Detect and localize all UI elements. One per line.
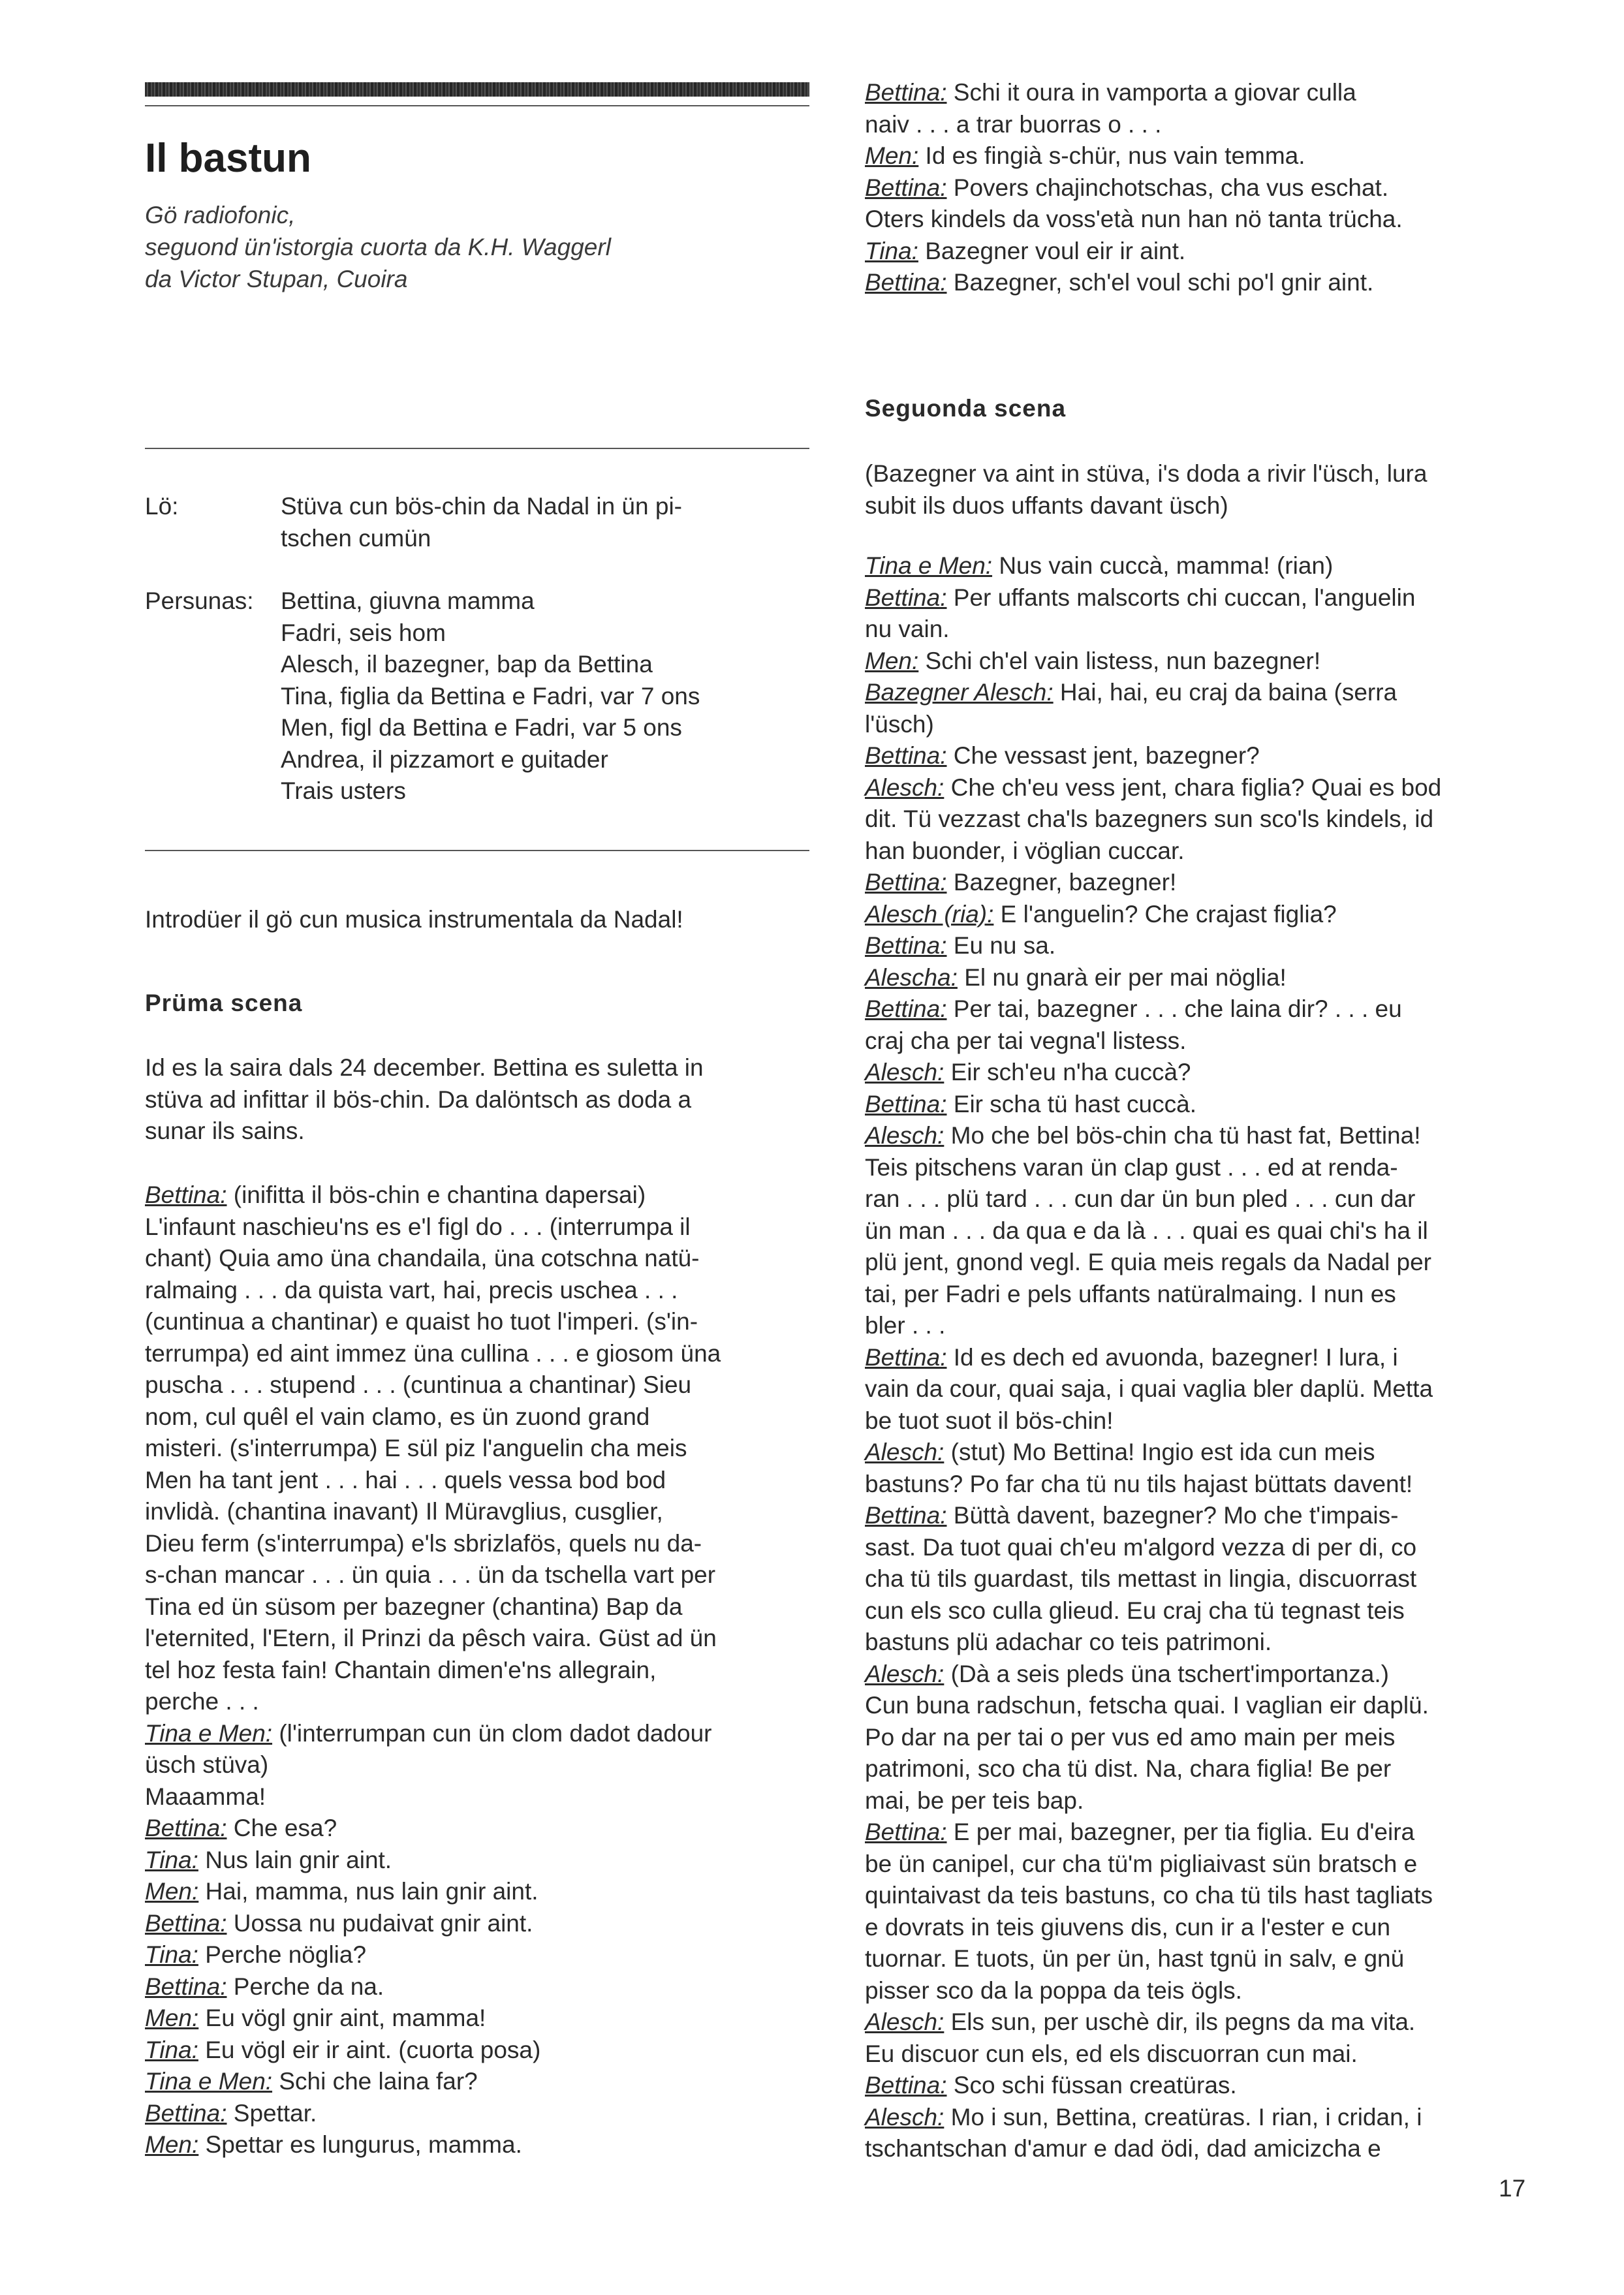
dialogue-text: terrumpa) ed aint immez üna cullina . . . e giosom üna [145, 1339, 721, 1367]
speaker-name: Tina: [145, 2036, 198, 2063]
dialogue-line [145, 1686, 809, 1718]
dialogue-text: craj cha per tai vegna'l listess. [865, 1027, 1187, 1054]
dialogue-line [145, 1338, 809, 1370]
dialogue-line [145, 1623, 809, 1655]
dialogue-line [865, 1563, 1529, 1595]
speaker-name: Tina: [865, 237, 918, 264]
dialogue-line [865, 1279, 1529, 1311]
dialogue-text: ün man . . . da qua e da là . . . quai es quai chi's ha il [865, 1217, 1428, 1244]
dialogue-line [865, 2133, 1529, 2165]
dialogue-text: Che ch'eu vess jent, chara figlia? Quai es bod [944, 773, 1442, 801]
speaker-name: Bettina: [145, 1909, 227, 1937]
dialogue-line [865, 1120, 1529, 1152]
dialogue-line [865, 1057, 1529, 1089]
speaker-name: Bazegner Alesch: [865, 679, 1054, 706]
dialogue-line [145, 1813, 809, 1845]
dialogue-text: Els sun, per uschè dir, ils pegns da ma vita. [944, 2008, 1416, 2035]
dialogue-text: vain da cour, quai saja, i quai vaglia bler daplü. Metta [865, 1375, 1433, 1402]
dialogue-line [865, 772, 1529, 804]
dialogue-text: e dovrats in teis giuvens dis, cun ir a l'ester e cun [865, 1913, 1391, 1941]
dialogue-text: patrimoni, sco cha tü dist. Na, chara figlia! Be per [865, 1755, 1392, 1782]
person-item: Andrea, il pizzamort e guitader [281, 745, 608, 773]
persons-label: Persunas: [145, 587, 254, 614]
subtitle-line: da Victor Stupan, Cuoira [145, 266, 408, 292]
scene1-description [145, 1052, 809, 1148]
scene2-description [865, 458, 1529, 522]
page-title: Il bastun [145, 136, 311, 181]
place-value [281, 491, 809, 554]
speaker-name: Men: [865, 647, 919, 674]
speaker-name: Bettina: [865, 869, 947, 896]
dialogue-text: Schi it oura in vamporta a giovar culla [946, 79, 1356, 106]
dialogue-line [865, 740, 1529, 772]
dialogue-text: Bazegner, bazegner! [946, 869, 1177, 896]
title-rule [145, 105, 809, 106]
dialogue-line [145, 1465, 809, 1497]
cast-bottom-rule [145, 850, 809, 851]
speaker-name: Tina e Men: [145, 2068, 273, 2095]
dialogue-line [865, 1500, 1529, 1532]
speaker-name: Bettina: [145, 1181, 227, 1208]
dialogue-line [145, 1401, 809, 1433]
dialogue-line [145, 1369, 809, 1401]
dialogue-text: tel hoz festa fain! Chantain dimen'e'ns allegrain, [145, 1656, 657, 1683]
dialogue-line [865, 550, 1529, 582]
dialogue-text: Tina ed ün süsom per bazegner (chantina) Bap da [145, 1593, 683, 1620]
speaker-name: Bettina: [865, 995, 947, 1022]
dialogue-text: Perche nöglia? [198, 1941, 367, 1968]
speaker-name: Alesch: [865, 773, 945, 801]
dialogue-line [145, 1275, 809, 1307]
dialogue-text: bastuns? Po far cha tü nu tils hajast büttats davent! [865, 1470, 1413, 1497]
dialogue-text: E per mai, bazegner, per tia figlia. Eu d'eira [946, 1819, 1415, 1845]
dialogue-line [865, 677, 1529, 709]
dialogue-text: s-chan mancar . . . ün quia . . . ün da tschella vart per [145, 1561, 716, 1588]
speaker-name: Tina: [145, 1846, 198, 1873]
dialogue-line [865, 1089, 1529, 1121]
dialogue-line [865, 204, 1529, 236]
speaker-name: Bettina: [145, 1973, 227, 2000]
dialogue-line [145, 2035, 809, 2067]
dialogue-line [865, 1373, 1529, 1405]
scene1-heading: Prüma scena [145, 990, 303, 1016]
dialogue-text: cha tü tils guardast, tils mettast in lingia, discuorrast [865, 1565, 1417, 1592]
dialogue-line [865, 1025, 1529, 1057]
dialogue-text: chant) Quia amo üna chandaila, üna cotschna natü- [145, 1245, 700, 1272]
dialogue-line [145, 1845, 809, 1877]
speaker-name: Bettina: [865, 742, 947, 769]
dialogue-line [865, 172, 1529, 204]
dialogue-line [865, 267, 1529, 299]
dialogue-text: (cuntinua a chantinar) e quaist ho tuot l'imperi. (s'in- [145, 1308, 698, 1335]
dialogue-text: Povers chajinchotschas, cha vus eschat. [946, 174, 1389, 201]
dialogue-line [145, 1433, 809, 1465]
dialogue-text: Dieu ferm (s'interrumpa) e'ls sbrizlafös, quels nu da- [145, 1529, 702, 1557]
dialogue-line [865, 930, 1529, 962]
dialogue-text: be ün canipel, cur cha tü'm pigliaivast sün bratsch e [865, 1850, 1418, 1877]
dialogue-line [145, 2129, 809, 2161]
dialogue-line [865, 1785, 1529, 1817]
description-line: Id es la saira dals 24 december. Bettina es suletta in [145, 1054, 704, 1081]
dialogue-line [145, 1528, 809, 1560]
dialogue-line [865, 646, 1529, 678]
dialogue-line [865, 1880, 1529, 1912]
right-top-dialogue [865, 77, 1529, 299]
dialogue-line [145, 2066, 809, 2098]
dialogue-line [145, 1559, 809, 1591]
speaker-name: Bettina: [865, 584, 947, 611]
dialogue-line [865, 2102, 1529, 2134]
dialogue-line [865, 899, 1529, 931]
dialogue-text: (Dà a seis pleds üna tschert'importanza.) [944, 1660, 1389, 1687]
dialogue-line [865, 867, 1529, 899]
dialogue-line [145, 1971, 809, 2003]
dialogue-text: Per tai, bazegner . . . che laina dir? . . . eu [946, 995, 1402, 1022]
dialogue-line [865, 1722, 1529, 1754]
dialogue-line [865, 140, 1529, 172]
dialogue-text: (stut) Mo Bettina! Ingio est ida cun meis [944, 1439, 1375, 1465]
dialogue-text: Cun buna radschun, fetscha quai. I vaglian eir daplü. [865, 1692, 1429, 1719]
dialogue-text: Eir scha tü hast cuccà. [946, 1090, 1196, 1117]
dialogue-line [865, 835, 1529, 867]
dialogue-text: Spettar. [226, 2099, 317, 2127]
dialogue-line [865, 804, 1529, 835]
speaker-name: Alesch (ria): [865, 900, 994, 928]
dialogue-line [145, 2003, 809, 2035]
dialogue-text: Schi che laina far? [272, 2068, 478, 2095]
dialogue-line [865, 1849, 1529, 1881]
dialogue-line [865, 1405, 1529, 1437]
dialogue-text: Mo i sun, Bettina, creatüras. I rian, i cridan, i [944, 2103, 1422, 2131]
dialogue-text: Id es fingià s-chür, nus vain temma. [918, 142, 1305, 169]
speaker-name: Bettina: [865, 269, 947, 296]
dialogue-text: Per uffants malscorts chi cuccan, l'anguelin [946, 584, 1416, 611]
dialogue-line [145, 1718, 809, 1750]
speaker-name: Alesch: [865, 2008, 945, 2035]
person-item: Tina, figlia da Bettina e Fadri, var 7 ons [281, 682, 700, 710]
dialogue-text: mai, be per teis bap. [865, 1787, 1084, 1814]
speaker-name: Alesch: [865, 2103, 945, 2131]
dialogue-text: üsch stüva) [145, 1751, 269, 1778]
speaker-name: Alesch: [865, 1660, 945, 1687]
dialogue-text: Bazegner, sch'el voul schi po'l gnir aint. [946, 269, 1374, 296]
subtitle [145, 199, 809, 295]
person-item: Alesch, il bazegner, bap da Bettina [281, 651, 653, 678]
page-number: 17 [1499, 2175, 1526, 2202]
description-line: (Bazegner va aint in stüva, i's doda a rivir l'üsch, lura [865, 460, 1428, 487]
dialogue-text: ran . . . plü tard . . . cun dar ün bun pled . . . cun dar [865, 1185, 1416, 1212]
speaker-name: Alesch: [865, 1439, 945, 1465]
dialogue-line [865, 77, 1529, 109]
dialogue-line [865, 1247, 1529, 1279]
dialogue-line [865, 1595, 1529, 1627]
dialogue-line [865, 582, 1529, 614]
dialogue-text: Uossa nu pudaivat gnir aint. [226, 1909, 533, 1937]
dialogue-line [865, 962, 1529, 994]
dialogue-text: tai, per Fadri e pels uffants natüralmaing. I nun es [865, 1280, 1396, 1307]
speaker-name: Alescha: [865, 963, 958, 991]
dialogue-line [145, 1781, 809, 1813]
dialogue-text: Eu nu sa. [946, 932, 1056, 959]
speaker-name: Bettina: [865, 2072, 947, 2099]
dialogue-line [865, 2038, 1529, 2070]
place-line: tschen cumün [281, 524, 431, 552]
scene1-dialogue [145, 1179, 809, 2161]
dialogue-text: plü jent, gnond vegl. E quia meis regals da Nadal per [865, 1249, 1431, 1275]
dialogue-line [865, 1753, 1529, 1785]
dialogue-text: Che esa? [226, 1815, 337, 1841]
dialogue-text: L'infaunt naschieu'ns es e'l figl do . . . (interrumpa il [145, 1213, 691, 1240]
dialogue-line [865, 1152, 1529, 1184]
speaker-name: Alesch: [865, 1122, 945, 1149]
dialogue-text: naiv . . . a trar buorras o . . . [865, 110, 1162, 138]
speaker-name: Bettina: [865, 1343, 947, 1371]
dialogue-line [865, 1469, 1529, 1501]
dialogue-line [865, 1975, 1529, 2007]
person-item: Bettina, giuvna mamma [281, 587, 535, 614]
dialogue-text: Mo che bel bös-chin cha tü hast fat, Bettina! [944, 1122, 1421, 1149]
dialogue-line [865, 1532, 1529, 1564]
dialogue-text: Eir sch'eu n'ha cuccà? [944, 1059, 1191, 1085]
speaker-name: Tina: [145, 1941, 198, 1968]
dialogue-text: Teis pitschens varan ün clap gust . . . ed at renda- [865, 1153, 1398, 1181]
dialogue-text: quintaivast da teis bastuns, co cha tü tils hast tagliats [865, 1882, 1433, 1909]
dialogue-text: perche . . . [145, 1688, 259, 1715]
dialogue-text: Id es dech ed avuonda, bazegner! I lura, i [946, 1343, 1398, 1371]
dialogue-line [865, 1310, 1529, 1342]
dialogue-text: han buonder, i vöglian cuccar. [865, 837, 1185, 864]
speaker-name: Men: [145, 1878, 199, 1905]
dialogue-line [145, 1591, 809, 1623]
person-item: Fadri, seis hom [281, 619, 446, 646]
place-line: Stüva cun bös-chin da Nadal in ün pi- [281, 493, 682, 520]
dialogue-line [145, 2098, 809, 2130]
dialogue-text: bastuns plü adachar co teis patrimoni. [865, 1629, 1272, 1655]
speaker-name: Men: [145, 2005, 199, 2031]
dialogue-line [145, 1939, 809, 1971]
speaker-name: Men: [865, 142, 919, 169]
dialogue-text: E l'anguelin? Che crajast figlia? [993, 900, 1337, 928]
dialogue-text: l'eternited, l'Etern, il Prinzi da pêsch vaira. Güst ad ün [145, 1625, 717, 1651]
dialogue-text: Eu vögl eir ir aint. (cuorta posa) [198, 2036, 541, 2063]
dialogue-text: Bazegner voul eir ir aint. [918, 237, 1186, 264]
dialogue-text: l'üsch) [865, 710, 934, 738]
dialogue-text: ralmaing . . . da quista vart, hai, precis uschea . . . [145, 1276, 678, 1304]
dialogue-line [865, 1627, 1529, 1659]
dialogue-text: cun els sco culla glieud. Eu craj cha tü tegnast teis [865, 1597, 1405, 1624]
dialogue-text: sast. Da tuot quai ch'eu m'algord vezza di per di, co [865, 1533, 1417, 1561]
dialogue-line [145, 1179, 809, 1211]
speaker-name: Alesch: [865, 1059, 945, 1085]
intro-text: Introdüer il gö cun musica instrumentala da Nadal! [145, 906, 683, 933]
dialogue-line [865, 1183, 1529, 1215]
scene2-heading: Seguonda scena [865, 395, 1067, 422]
dialogue-line [865, 2006, 1529, 2038]
dialogue-text: bler . . . [865, 1312, 946, 1339]
dialogue-line [865, 1912, 1529, 1944]
dialogue-text: Hai, mamma, nus lain gnir aint. [198, 1878, 539, 1905]
description-line: subit ils duos uffants davant üsch) [865, 492, 1228, 519]
speaker-name: Bettina: [865, 174, 947, 201]
subtitle-line: Gö radiofonic, [145, 202, 296, 228]
place-label: Lö: [145, 493, 179, 520]
person-item: Trais usters [281, 777, 406, 804]
dialogue-text: tschantschan d'amur e dad ödi, dad amicizcha e [865, 2135, 1381, 2162]
speaker-name: Tina e Men: [145, 1719, 273, 1747]
dialogue-line [865, 1342, 1529, 1374]
dialogue-line [145, 1908, 809, 1940]
dialogue-line [145, 1243, 809, 1275]
dialogue-line [865, 1817, 1529, 1849]
speaker-name: Bettina: [865, 1090, 947, 1117]
dialogue-text: Eu vögl gnir aint, mamma! [198, 2005, 486, 2031]
dialogue-line [145, 1655, 809, 1687]
dialogue-text: Hai, hai, eu craj da baina (serra [1053, 679, 1398, 706]
dialogue-line [865, 2070, 1529, 2102]
dialogue-text: Nus lain gnir aint. [198, 1846, 392, 1873]
dialogue-text: Spettar es lungurus, mamma. [198, 2131, 522, 2158]
speaker-name: Bettina: [865, 79, 947, 106]
persons-list [281, 585, 809, 807]
dialogue-line [865, 1437, 1529, 1469]
dialogue-text: Maaamma! [145, 1783, 266, 1810]
description-line: sunar ils sains. [145, 1117, 305, 1144]
dialogue-text: (l'interrumpan cun ün clom dadot dadour [272, 1719, 712, 1747]
dialogue-text: Perche da na. [226, 1973, 384, 2000]
dialogue-text: Schi ch'el vain listess, nun bazegner! [918, 647, 1321, 674]
dialogue-text: Che vessast jent, bazegner? [946, 742, 1260, 769]
title-decorative-bar [145, 82, 809, 97]
dialogue-text: Sco schi füssan creatüras. [946, 2072, 1237, 2099]
speaker-name: Bettina: [145, 2099, 227, 2127]
scene2-dialogue [865, 550, 1529, 2165]
dialogue-text: Büttà davent, bazegner? Mo che t'impais- [946, 1502, 1399, 1529]
dialogue-text: (inifitta il bös-chin e chantina dapersai) [226, 1181, 646, 1208]
dialogue-text: Nus vain cuccà, mamma! (rian) [992, 552, 1334, 579]
dialogue-text: Oters kindels da voss'età nun han nö tanta trücha. [865, 206, 1403, 232]
description-line: stüva ad infittar il bös-chin. Da dalöntsch as doda a [145, 1085, 692, 1113]
speaker-name: Bettina: [865, 932, 947, 959]
speaker-name: Men: [145, 2131, 199, 2158]
dialogue-text: be tuot suot il bös-chin! [865, 1407, 1114, 1434]
dialogue-text: El nu gnarà eir per mai nöglia! [957, 963, 1287, 991]
dialogue-line [865, 1943, 1529, 1975]
dialogue-line [865, 109, 1529, 141]
dialogue-line [145, 1749, 809, 1781]
dialogue-text: nu vain. [865, 616, 950, 642]
dialogue-line [865, 709, 1529, 741]
dialogue-text: misteri. (s'interrumpa) E sül piz l'anguelin cha meis [145, 1435, 687, 1461]
speaker-name: Tina e Men: [865, 552, 993, 579]
dialogue-line [865, 236, 1529, 268]
dialogue-line [865, 614, 1529, 646]
dialogue-line [145, 1211, 809, 1243]
dialogue-text: tuornar. E tuots, ün per ün, hast tgnü in salv, e gnü [865, 1945, 1405, 1972]
dialogue-text: nom, cul quêl el vain clamo, es ün zuond grand [145, 1403, 650, 1430]
speaker-name: Bettina: [865, 1502, 947, 1529]
speaker-name: Bettina: [865, 1819, 947, 1845]
person-item: Men, figl da Bettina e Fadri, var 5 ons [281, 714, 682, 741]
speaker-name: Bettina: [145, 1815, 227, 1841]
dialogue-line [865, 1690, 1529, 1722]
dialogue-text: Po dar na per tai o per vus ed amo main per meis [865, 1723, 1396, 1751]
dialogue-text: pisser sco da la poppa da teis ögls. [865, 1976, 1242, 2004]
dialogue-text: puscha . . . stupend . . . (cuntinua a chantinar) Sieu [145, 1371, 692, 1398]
dialogue-text: dit. Tü vezzast cha'ls bazegners sun sco'ls kindels, id [865, 805, 1434, 832]
dialogue-text: invlidà. (chantina inavant) Il Müravglius, cusglier, [145, 1498, 663, 1525]
dialogue-line [145, 1306, 809, 1338]
subtitle-line: seguond ün'istorgia cuorta da K.H. Waggerl [145, 234, 611, 260]
dialogue-line [145, 1496, 809, 1528]
dialogue-text: Men ha tant jent . . . hai . . . quels vessa bod bod [145, 1466, 666, 1493]
dialogue-line [145, 1876, 809, 1908]
cast-top-rule [145, 448, 809, 449]
dialogue-line [865, 993, 1529, 1025]
dialogue-line [865, 1215, 1529, 1247]
dialogue-line [865, 1659, 1529, 1691]
dialogue-text: Eu discuor cun els, ed els discuorran cun mai. [865, 2040, 1358, 2067]
